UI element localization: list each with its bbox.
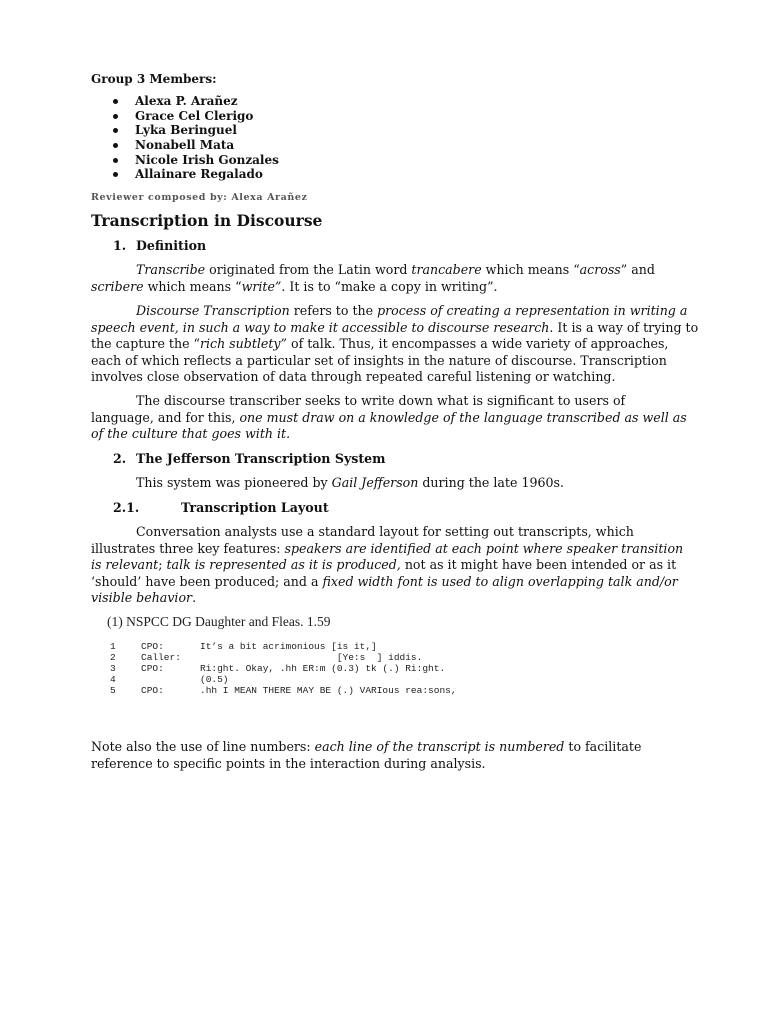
section-1-heading: Definition xyxy=(136,238,207,253)
members-heading: Group 3 Members: xyxy=(91,72,217,86)
section-2-1-heading: Transcription Layout xyxy=(181,500,329,515)
bullet-icon xyxy=(113,99,118,104)
bullet-icon xyxy=(113,128,118,133)
line-numbers-note: Note also the use of line numbers: each line of the transcript is numbered to facilitate reference to specific points in the interaction during analysis. xyxy=(91,739,642,771)
bullet-icon xyxy=(113,114,118,119)
member-item: Allainare Regalado xyxy=(91,167,279,182)
section-2-1-number: 2.1. xyxy=(113,500,140,515)
bullet-icon xyxy=(113,143,118,148)
member-item: Nicole Irish Gonzales xyxy=(91,153,279,168)
members-list xyxy=(91,94,279,182)
bullet-icon xyxy=(113,172,118,177)
definition-paragraph-2: Discourse Transcription refers to the process of creating a representation in writing a speech event, in such a way to make it accessible to discourse research. It is a way of trying to the capture the “rich subtlety” of talk. Thus, it encompasses a wide variety of approaches, each of which reflects a particular set of insights in the nature of discourse. Transcription involves close observation of data through repeated careful listening or watching. xyxy=(91,303,699,385)
bullet-icon xyxy=(113,158,118,163)
layout-paragraph: Conversation analysts use a standard layout for setting out transcripts, which illustrates three key features: speakers are identified at each point where speaker transition is relevant; talk is represented as it is produced, not as it might have been intended or as it ‘should’ have been produced; and a fixed width font is used to align overlapping talk and/or visible behavior. xyxy=(91,524,684,606)
member-item: Lyka Beringuel xyxy=(91,123,279,138)
figure-title: (1) NSPCC DG Daughter and Fleas. 1.59 xyxy=(107,614,331,629)
member-item: Alexa P. Arañez xyxy=(91,94,279,109)
section-2-number: 2. xyxy=(113,451,127,466)
section-2-heading: The Jefferson Transcription System xyxy=(136,451,386,466)
jefferson-paragraph: This system was pioneered by Gail Jefferson during the late 1960s. xyxy=(136,475,564,490)
definition-paragraph-3: The discourse transcriber seeks to write down what is significant to users of language, and for this, one must draw on a knowledge of the language transcribed as well as of the culture that goes with it. xyxy=(91,393,687,442)
member-item: Grace Cel Clerigo xyxy=(91,109,279,124)
section-1-number: 1. xyxy=(113,238,127,253)
definition-paragraph-1: Transcribe originated from the Latin word trancabere which means “across” and scribere which means “write”. It is to “make a copy in writing”. xyxy=(91,262,655,294)
document-title: Transcription in Discourse xyxy=(91,211,323,230)
member-item: Nonabell Mata xyxy=(91,138,279,153)
transcript-figure: (1) NSPCC DG Daughter and Fleas. 1.59 1 CPO: It’s a bit acrimonious [is it,] 2 Caller: [Ye:s ] iddis. 3 CPO: Ri:ght. Okay, .hh ER:m (0.3) tk (.) Ri:ght. 4 (0.5) 5 CPO: .hh I MEAN THERE MAY BE (.) VARIous rea:sons, xyxy=(107,614,457,696)
reviewer-credit: Reviewer composed by: Alexa Arañez xyxy=(91,192,308,203)
